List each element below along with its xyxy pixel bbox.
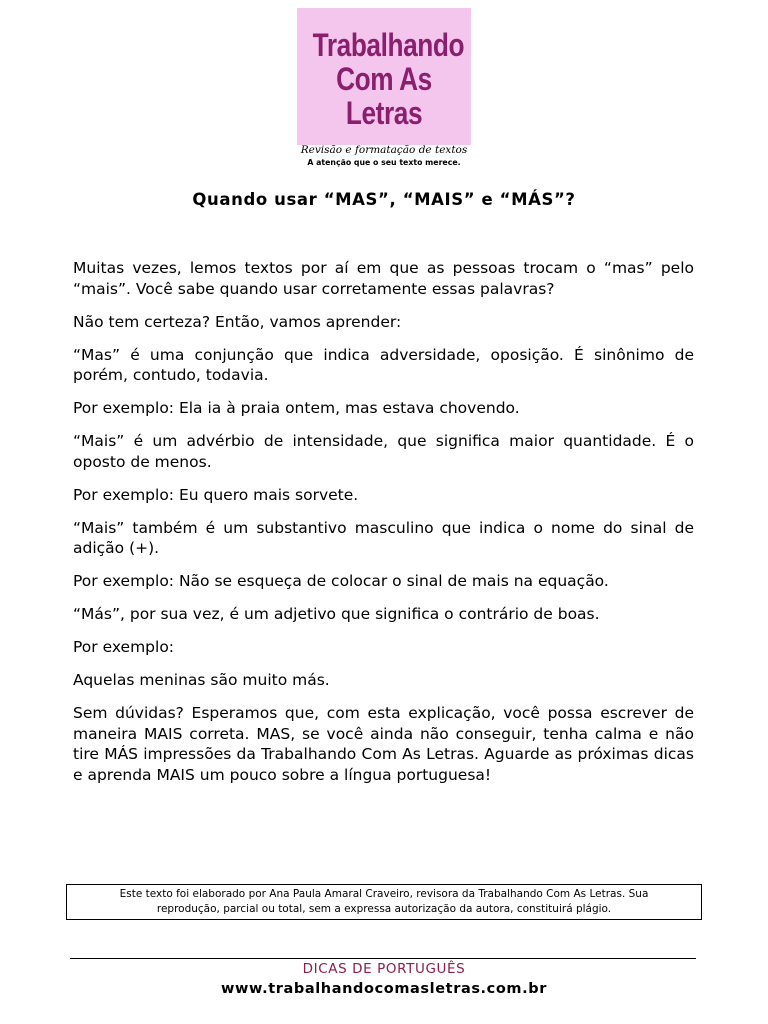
- footer-divider: [70, 958, 696, 959]
- notice-line-2: reprodução, parcial ou total, sem a expressa autorização da autora, constituirá plágio.: [156, 903, 612, 915]
- footer-title: DICAS DE PORTUGUÊS: [302, 961, 466, 977]
- paragraph: “Mais” também é um substantivo masculino que indica o nome do sinal de adição (+).: [73, 518, 694, 557]
- logo: [297, 8, 471, 167]
- paragraph: Por exemplo: Ela ia à praia ontem, mas estava chovendo.: [73, 399, 520, 417]
- paragraph: Aquelas meninas são muito más.: [73, 671, 330, 689]
- copyright-notice-box: [66, 884, 702, 920]
- paragraph: Por exemplo:: [73, 638, 175, 656]
- document-body: [73, 258, 694, 798]
- logo-subtagline: A atenção que o seu texto merece.: [307, 158, 461, 167]
- notice-line-1: Este texto foi elaborado por Ana Paula Amaral Craveiro, revisora da Trabalhando Com As Letras. Sua: [119, 888, 649, 900]
- footer-url[interactable]: www.trabalhandocomasletras.com.br: [221, 981, 547, 997]
- paragraph: Não tem certeza? Então, vamos aprender:: [73, 312, 402, 331]
- logo-tagline: Revisão e formatação de textos: [300, 144, 468, 156]
- logo-line-1: Trabalhando: [312, 27, 465, 63]
- paragraph: Sem dúvidas? Esperamos que, com esta explicação, você possa escrever de maneira MAIS correta. MAS, se você ainda não conseguir, tenha calma e não tire MÁS impressões da Trabalhando Com As Letras. Aguarde as próximas dicas e aprenda MAIS um pouco sobre a língua portuguesa!: [73, 704, 694, 784]
- paragraph: Muitas vezes, lemos textos por aí em que as pessoas trocam o “mas” pelo “mais”. Você sabe quando usar corretamente essas palavras?: [73, 259, 694, 298]
- paragraph: Por exemplo: Eu quero mais sorvete.: [73, 485, 359, 504]
- paragraph: Por exemplo: Não se esqueça de colocar o sinal de mais na equação.: [73, 572, 609, 590]
- logo-line-2: Com As Letras: [336, 61, 432, 131]
- paragraph: “Más”, por sua vez, é um adjetivo que significa o contrário de boas.: [73, 605, 600, 623]
- paragraph: “Mas” é uma conjunção que indica adversidade, oposição. É sinônimo de porém, contudo, todavia.: [73, 345, 694, 384]
- document-title: Quando usar “MAS”, “MAIS” e “MÁS”?: [192, 190, 576, 209]
- paragraph: “Mais” é um advérbio de intensidade, que significa maior quantidade. É o oposto de menos.: [73, 432, 694, 471]
